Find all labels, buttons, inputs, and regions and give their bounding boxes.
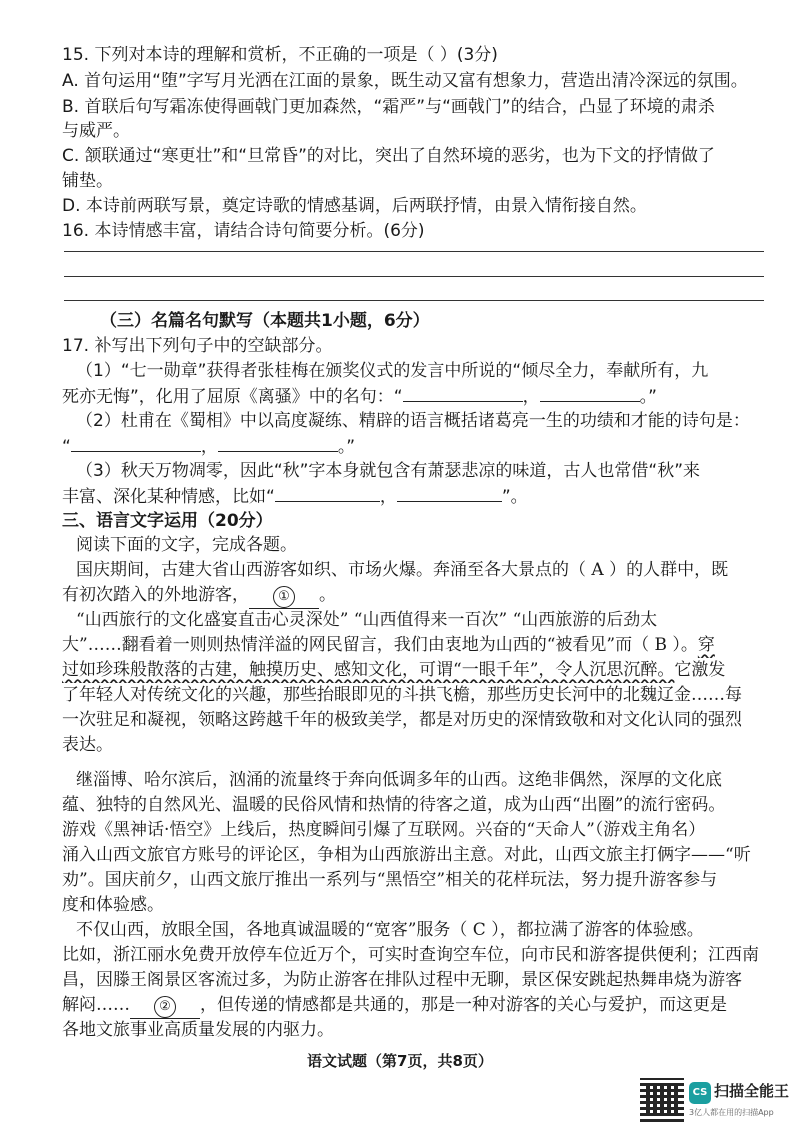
q15-option-c-line2: 铺垫。: [62, 171, 113, 191]
passage-text: 它激发: [674, 660, 726, 680]
passage-line: 了年轻人对传统文化的兴趣，那些抬眼即见的斗拱飞檐，那些历史长河中的北魏辽金……每: [62, 685, 742, 705]
q16-stem: 16. 本诗情感丰富，请结合诗句简要分析。(6分): [62, 221, 425, 241]
q17-p1-line2: [62, 383, 762, 410]
q15-option-d: D. 本诗前两联写景，奠定诗歌的情感基调，后两联抒情，由景入情衔接自然。: [62, 196, 647, 216]
passage-line: [62, 632, 762, 658]
watermark-subtitle: 3亿人都在用的扫描App: [689, 1108, 774, 1117]
q17-p3-line1: （3）秋天万物凋零，因此“秋”字本身就包含有萧瑟悲凉的味道，古人也常借“秋”来: [76, 461, 701, 481]
period: 。: [319, 585, 336, 605]
end-quote: 。”: [639, 387, 657, 407]
passage-line: 蕴、独特的自然风光、温暖的民俗风情和热情的待客之道，成为山西“出圈”的流行密码。: [62, 795, 726, 815]
fill-blank[interactable]: [397, 483, 502, 502]
q17-p1-text: 死亦无悔”，化用了屈原《离骚》中的名句：“: [62, 387, 403, 407]
passage-text: 有初次踏入的外地游客，: [62, 585, 249, 605]
passage-line: 度和体验感。: [62, 895, 164, 915]
q15-option-c-line1: C. 颔联通过“寒更壮”和“旦常昏”的对比，突出了自然环境的恶劣，也为下文的抒情做了: [62, 146, 715, 166]
blank-marker-2: ②: [154, 996, 176, 1018]
open-quote: “: [62, 437, 71, 457]
answer-line[interactable]: [64, 300, 764, 301]
page-footer: 语文试题（第7页，共8页）: [307, 1052, 493, 1070]
passage-line: 昌，因滕王阁景区客流过多，为防止游客在排队过程中无聊，景区保安跳起热舞串烧为游客: [62, 970, 742, 990]
q15-option-a: A. 首句运用“堕”字写月光洒在江面的景象，既生动又富有想象力，营造出清冷深远的氛围。: [62, 71, 748, 91]
fill-blank[interactable]: [275, 483, 380, 502]
section-title: （三）名篇名句默写（本题共1小题，6分）: [100, 311, 430, 331]
answer-line[interactable]: [64, 276, 764, 277]
blank-marker-1: ①: [273, 586, 295, 608]
fill-blank[interactable]: [71, 433, 201, 452]
close-quote: ”。: [501, 487, 528, 507]
fill-blank[interactable]: [218, 433, 338, 452]
part-title: 三、语言文字运用（20分）: [62, 511, 273, 531]
passage-line: 劝”。国庆前夕，山西文旅厅推出一系列与“黑悟空”相关的花样玩法，努力提升游客参与: [62, 870, 718, 890]
passage-line: [62, 992, 762, 1019]
camscanner-logo-icon: CS: [689, 1082, 711, 1104]
q15-option-b-line2: 与威严。: [62, 121, 130, 141]
passage-line: 表达。: [62, 735, 113, 755]
q17-p3-line2: [62, 483, 762, 510]
fill-blank[interactable]: [540, 383, 640, 402]
passage-line: 国庆期间，古建大省山西游客如织、市场火爆。奔涌至各大景点的（ A ）的人群中，既: [76, 560, 729, 580]
answer-line[interactable]: [64, 251, 764, 252]
passage-line: 继淄博、哈尔滨后，汹涌的流量终于奔向低调多年的山西。这绝非偶然，深厚的文化底: [76, 770, 722, 790]
comma: ，: [379, 487, 397, 507]
passage-line: “山西旅行的文化盛宴直击心灵深处” “山西值得来一百次” “山西旅游的后劲太: [76, 610, 658, 630]
comma: ，: [522, 387, 540, 407]
passage-text: ，但传递的情感都是共通的，那是一种对游客的关心与爱护，而这更是: [200, 995, 727, 1015]
passage-text: 解闷……: [62, 995, 130, 1015]
comma: ，: [200, 437, 218, 457]
blank-1[interactable]: [249, 582, 319, 609]
passage-line: 涌入山西文旅官方账号的评论区，争相为山西旅游出主意。对此，山西文旅主打俩字——“听: [62, 845, 751, 865]
passage-line: 游戏《黑神话·悟空》上线后，热度瞬间引爆了互联网。兴奋的“天命人”（游戏主角名）: [62, 820, 706, 840]
q17-p1-line1: （1）“七一勋章”获得者张桂梅在颁奖仪式的发言中所说的“倾尽全力，奉献所有，九: [76, 361, 709, 381]
passage-line: [62, 657, 762, 683]
q17-p3-text: 丰富、深化某种情感，比如“: [62, 487, 275, 507]
qr-code-icon: [640, 1078, 684, 1122]
reading-intro: 阅读下面的文字，完成各题。: [76, 535, 297, 555]
end-quote: 。”: [337, 437, 356, 457]
passage-line: 不仅山西，放眼全国，各地真诚温暖的“宽客”服务（ C ），都拉满了游客的体验感。: [76, 920, 704, 940]
fill-blank[interactable]: [403, 383, 523, 402]
q15-stem: 15. 下列对本诗的理解和赏析，不正确的一项是（ ）(3分): [62, 45, 498, 65]
passage-line: 一次驻足和凝视，领略这跨越千年的极致美学，都是对历史的深情致敬和对文化认同的强烈: [62, 710, 742, 730]
q17-p2-line2: [62, 433, 762, 460]
q17-stem: 17. 补写出下列句子中的空缺部分。: [62, 336, 333, 356]
underlined-sentence: 过如珍珠般散落的古建，触摸历史、感知文化，可谓“一眼千年”，令人沉思沉醉。: [62, 660, 675, 680]
passage-line: 各地文旅事业高质量发展的内驱力。: [62, 1020, 334, 1040]
passage-text: 大”……翻看着一则则热情洋溢的网民留言，我们由衷地为山西的“被看见”而（ B ）。: [62, 635, 698, 655]
passage-line: 比如，浙江丽水免费开放停车位近万个，可实时查询空车位，向市民和游客提供便利；江西南: [62, 945, 759, 965]
watermark-name: 扫描全能王: [714, 1082, 790, 1100]
q15-option-b-line1: B. 首联后句写霜冻使得画戟门更加森然，“霜严”与“画戟门”的结合，凸显了环境的肃杀: [62, 97, 715, 117]
passage-line: [62, 582, 762, 609]
q17-p2-line1: （2）杜甫在《蜀相》中以高度凝练、精辟的语言概括诸葛亮一生的功绩和才能的诗句是：: [76, 411, 750, 431]
underlined-sentence: 穿: [697, 635, 715, 655]
blank-2[interactable]: [130, 992, 200, 1019]
